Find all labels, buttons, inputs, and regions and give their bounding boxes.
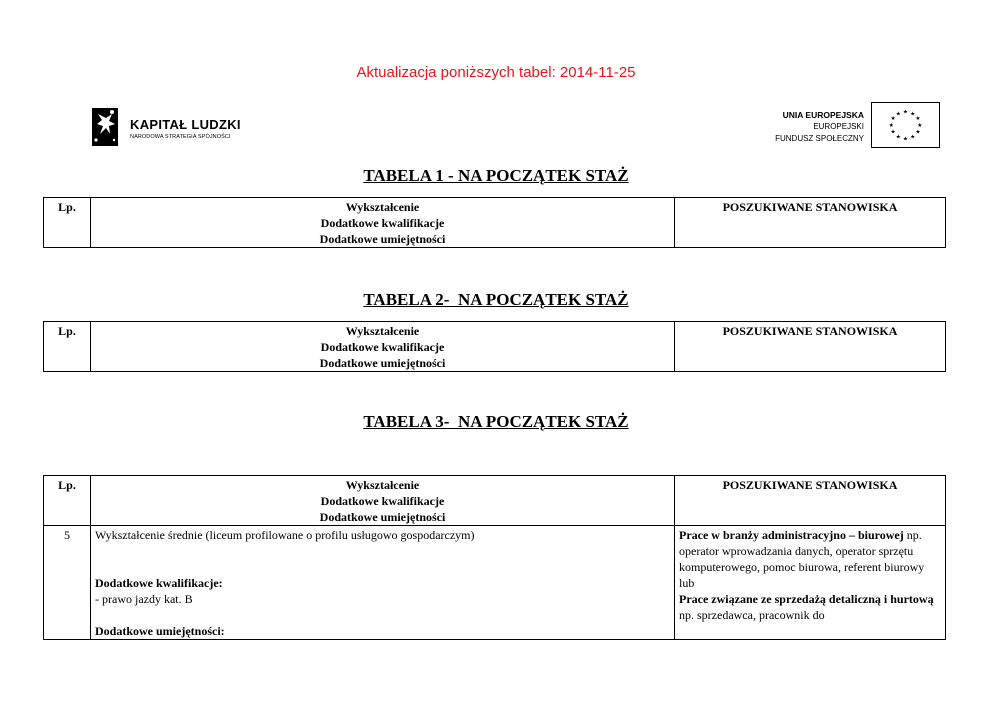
- table3: [43, 475, 946, 640]
- row-qual-item: - prawo jazdy kat. B: [95, 592, 193, 606]
- header-education: Wykształcenie: [345, 200, 420, 214]
- table2: [43, 321, 946, 372]
- header-extra-skills: Dodatkowe umiejętności: [319, 510, 446, 524]
- row-lp: 5: [44, 526, 91, 640]
- svg-text:★: ★: [917, 122, 923, 129]
- eu-flag-icon: [871, 102, 940, 148]
- eu-logo-text: [775, 109, 864, 145]
- table2-title: TABELA 2- NA POCZĄTEK STAŻ: [363, 290, 629, 309]
- row-positions: [675, 526, 946, 640]
- kapital-ludzki-title: KAPITAŁ LUDZKI: [130, 117, 241, 132]
- update-notice: Aktualizacja poniższych tabel: 2014-11-25: [356, 64, 636, 81]
- header-positions: POSZUKIWANE STANOWISKA: [675, 322, 946, 372]
- row-position-sales: [679, 591, 941, 623]
- header-qualifications: [91, 198, 675, 248]
- row-qualifications: [91, 526, 675, 640]
- header-lp: Lp.: [44, 322, 91, 372]
- header-extra-qualifications: Dodatkowe kwalifikacje: [320, 216, 445, 230]
- svg-text:★: ★: [888, 122, 894, 129]
- row-position-admin-text: np. operator wprowadzania danych, operator sprzętu komputerowego, pomoc biurowa, referent biurowy: [679, 528, 925, 574]
- svg-text:★: ★: [915, 116, 921, 123]
- eu-line2: EUROPEJSKI: [813, 122, 864, 131]
- kapital-ludzki-subtitle: NARODOWA STRATEGIA SPÓJNOŚCI: [130, 134, 231, 140]
- header-extra-skills: Dodatkowe umiejętności: [319, 356, 446, 370]
- eu-logo: [740, 101, 942, 153]
- table1: [43, 197, 946, 248]
- svg-text:★: ★: [902, 109, 909, 116]
- table3-title: TABELA 3- NA POCZĄTEK STAŻ: [363, 412, 629, 431]
- row-skills-label: Dodatkowe umiejętności:: [95, 624, 225, 638]
- row-education: Wykształcenie średnie (liceum profilowane o profilu usługowo gospodarczym): [95, 528, 475, 542]
- kapital-ludzki-logo: [90, 104, 250, 154]
- svg-text:★: ★: [910, 134, 916, 141]
- table-row: [44, 526, 946, 640]
- header-extra-qualifications: Dodatkowe kwalifikacje: [320, 340, 445, 354]
- table1-header-row: [44, 198, 946, 248]
- header-positions: POSZUKIWANE STANOWISKA: [675, 476, 946, 526]
- row-position-or: lub: [679, 576, 695, 590]
- header-positions: POSZUKIWANE STANOWISKA: [675, 198, 946, 248]
- table1-title: TABELA 1 - NA POCZĄTEK STAŻ: [363, 166, 629, 185]
- header-lp: Lp.: [44, 476, 91, 526]
- row-position-admin: [679, 527, 941, 575]
- table2-header-row: [44, 322, 946, 372]
- header-qualifications: [91, 322, 675, 372]
- header-education: Wykształcenie: [345, 478, 420, 492]
- svg-text:★: ★: [915, 129, 921, 136]
- row-position-sales-text: np. sprzedawca, pracownik do: [679, 608, 825, 622]
- table3-header-row: [44, 476, 946, 526]
- row-qual-label: Dodatkowe kwalifikacje:: [95, 576, 223, 590]
- header-extra-skills: Dodatkowe umiejętności: [319, 232, 446, 246]
- row-position-sales-title: Prace związane ze sprzedażą detaliczną i hurtową: [679, 592, 934, 606]
- header-qualifications: [91, 476, 675, 526]
- svg-text:★: ★: [902, 136, 909, 143]
- header-education: Wykształcenie: [345, 324, 420, 338]
- header-extra-qualifications: Dodatkowe kwalifikacje: [320, 494, 445, 508]
- svg-text:★: ★: [890, 129, 896, 136]
- svg-text:★: ★: [895, 134, 901, 141]
- svg-text:★: ★: [890, 116, 896, 123]
- header-lp: Lp.: [44, 198, 91, 248]
- row-position-admin-title: Prace w branży administracyjno – biurowej: [679, 528, 904, 542]
- eu-line3: FUNDUSZ SPOŁECZNY: [775, 134, 864, 143]
- kapital-ludzki-emblem-icon: [90, 104, 122, 150]
- svg-text:★: ★: [895, 111, 901, 118]
- svg-text:★: ★: [910, 111, 916, 118]
- eu-line1: UNIA EUROPEJSKA: [782, 110, 864, 120]
